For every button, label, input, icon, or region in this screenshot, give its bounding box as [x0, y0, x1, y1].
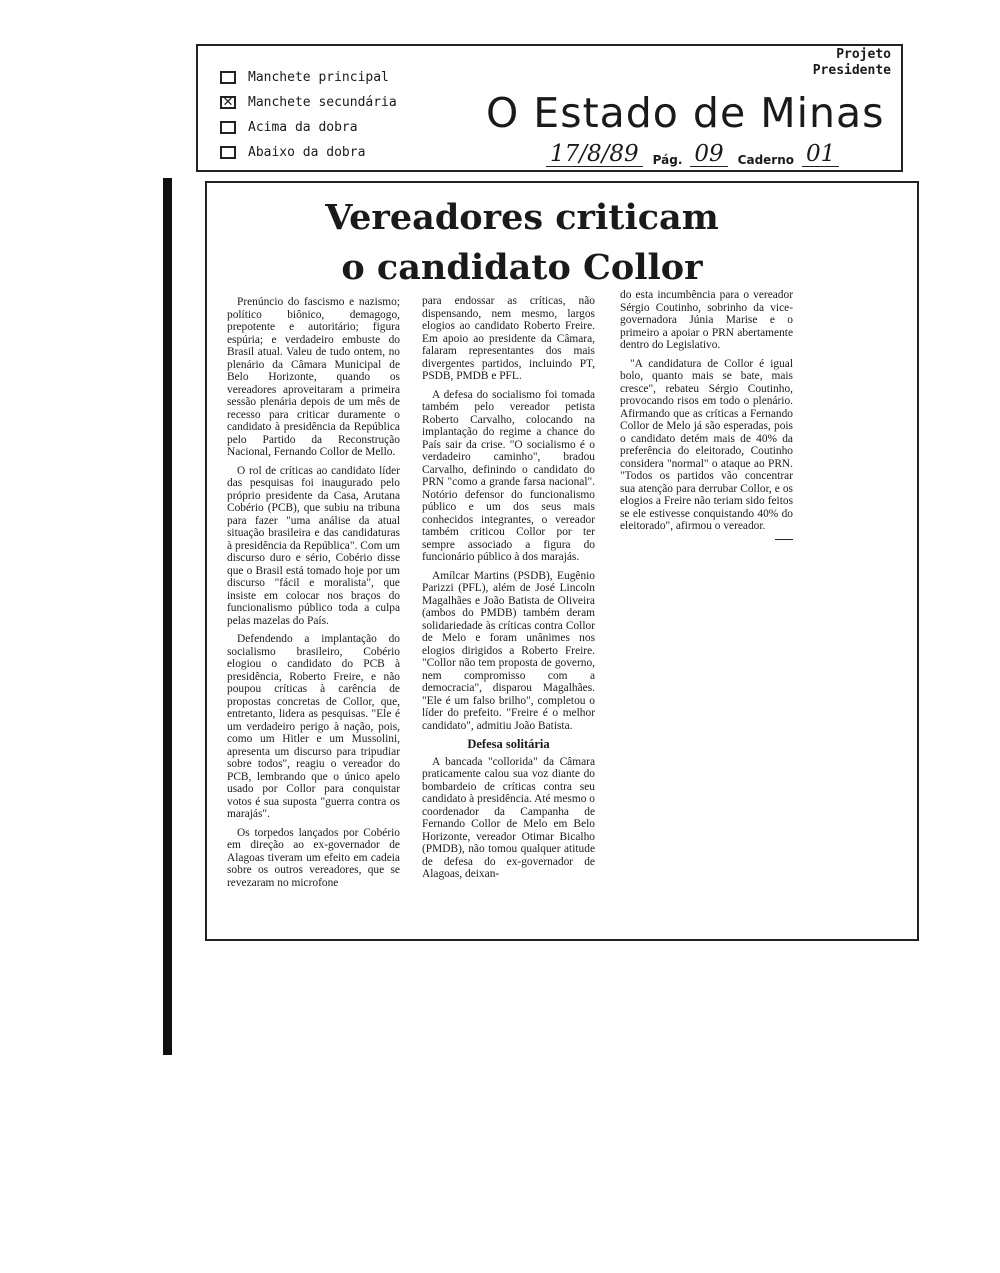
checklist-label: Manchete principal — [248, 70, 389, 85]
headline-line: Vereadores criticam — [325, 197, 719, 238]
newspaper-masthead: O Estado de Minas — [486, 89, 885, 137]
checkbox-checked[interactable]: ✕ — [220, 96, 236, 109]
checklist-label: Abaixo da dobra — [248, 145, 366, 160]
clipping-header — [196, 44, 903, 172]
checklist-item[interactable] — [220, 115, 397, 140]
paragraph: "A candidatura de Collor é igual bolo, quanto mais se bate, mais cresce", rebateu Sérgio Coutinho, provocando risos em todo o plenário. Afirmando que as críticas a Fernando Collor de Melo já são esperadas, pois o candidato detém mais de 40% da preferência do eleitorado, Coutinho considera "normal" o ataque ao PRN. "Todos os partidos vão concentrar sua atenção para derrubar Collor, e os elogios a Freire não teriam sido feitos se ele estivesse conquistando 40% do eleitorado", afirmou o vereador. — [620, 357, 793, 532]
headline-line: o candidato Collor — [341, 247, 703, 288]
section-number: 01 — [802, 142, 839, 167]
paragraph: Defendendo a implantação do socialismo brasileiro, Cobério elogiou o candidato do PCB à presidência, Roberto Freire, e não poupou críticas à carência de propostas concretas de Collor, que, entretanto, lidera as pesquisas. "Ele é um verdadeiro perigo à nação, pois, como um Hitler e um Mussolini, apresenta um discurso para tripudiar sobre todos", reagiu o vereador do PCB, lembrando que o único apelo usado por Collor para conquistar votos é sua suposta "guerra contra os marajás". — [227, 633, 400, 820]
paragraph: Prenúncio do fascismo e nazismo; político biônico, demagogo, prepotente e autoritário; figura espúria; e verdadeiro embuste do Brasil atual. Valeu de tudo ontem, no plenário da Câmara Municipal de Belo Horizonte, quando os vereadores aproveitaram a primeira sessão plenária depois de um mês de recesso para criticar duramente o candidato à presidência da República pelo Partido da Reconstrução Nacional, Fernando Collor de Mello. — [227, 296, 400, 458]
checklist-label: Manchete secundária — [248, 95, 397, 110]
article-subhead: Defesa solitária — [467, 737, 550, 751]
article-clipping — [205, 181, 919, 941]
article-column-2 — [422, 295, 595, 887]
placement-checklist — [220, 65, 397, 165]
project-label: Projeto — [836, 47, 891, 62]
paragraph: O rol de críticas ao candidato líder das pesquisas foi inaugurado pelo próprio presidente da Casa, Arutana Cobério (PCB), que subiu na tribuna para fazer "uma análise da atual situação brasileira e das candidaturas à presidência da República". Com um discurso duro e sério, Cobério disse que o Brasil está tomado hoje por um discurso "fácil e moralista", que insiste em colocar nos braços do funcionalismo público toda a culpa pelas mazelas do País. — [227, 464, 400, 627]
page-number: 09 — [690, 142, 727, 167]
checklist-item[interactable] — [220, 140, 397, 165]
paragraph: para endossar as críticas, não dispensando, nem mesmo, largos elogios ao candidato Roberto Freire. Em apoio ao presidente da Câmara, falaram representantes dos mais divergentes partidos, incluindo PT, PSDB, PMDB e PFL. — [422, 295, 595, 382]
checklist-item[interactable] — [220, 90, 397, 115]
paragraph: A defesa do socialismo foi tomada também pelo vereador petista Roberto Carvalho, colocando na implantação do regime a chance do País sair da crise. "O socialismo é o verdadeiro caminho", bradou Carvalho, definindo o candidato do PRN "como a grande farsa nacional". Notório defensor do funcionalismo público e um dos seus mais conhecidos integrantes, o vereador também criticou Collor por ter sempre associado a figura do funcionário público à dos marajás. — [422, 388, 595, 563]
scan-edge-bar — [163, 178, 172, 1055]
paragraph: A bancada "collorida" da Câmara praticamente calou sua voz diante do bombardeio de críticas contra seu candidato à presidência. Até mesmo o coordenador da Campanha de Fernando Collor de Melo em Belo Horizonte, vereador Otimar Bicalho (PMDB), não tomou qualquer atitude de defesa do ex-governador de Alagoas, deixan- — [422, 755, 595, 880]
project-name: Presidente — [812, 63, 891, 78]
checkbox[interactable] — [220, 71, 236, 84]
project-stamp — [813, 47, 891, 79]
checkbox[interactable] — [220, 121, 236, 134]
section-label: Caderno — [737, 153, 795, 167]
checkbox[interactable] — [220, 146, 236, 159]
article-column-3 — [620, 289, 793, 540]
checklist-item[interactable] — [220, 65, 397, 90]
checklist-label: Acima da dobra — [248, 120, 358, 135]
article-end-mark — [775, 539, 793, 540]
page-label: Pág. — [652, 153, 683, 167]
clipping-meta — [546, 142, 839, 167]
article-column-1 — [227, 296, 400, 895]
paragraph: Os torpedos lançados por Cobério em direção ao ex-governador de Alagoas tiveram um efeito em cadeia sobre os outros vereadores, que se revezaram no microfone — [227, 826, 400, 889]
article-headline — [207, 193, 837, 293]
paragraph: do esta incumbência para o vereador Sérgio Coutinho, sobrinho da vice-governadora Júnia Marise e o primeiro a apoiar o PRN abertamente dentro do Legislativo. — [620, 289, 793, 351]
paragraph: Amílcar Martins (PSDB), Eugênio Parizzi (PFL), além de José Lincoln Magalhães e João Batista de Oliveira (ambos do PMDB) também deram solidariedade às críticas contra Collor de Melo e foram unânimes nos elogios dirigidos a Roberto Freire. "Collor não tem proposta de governo, nem compromisso com a democracia", disparou Magalhães. "Ele é um falso brilho", completou o líder do prefeito. "Freire é o melhor candidato", admitiu João Batista. — [422, 569, 595, 732]
clipping-date: 17/8/89 — [546, 142, 643, 167]
